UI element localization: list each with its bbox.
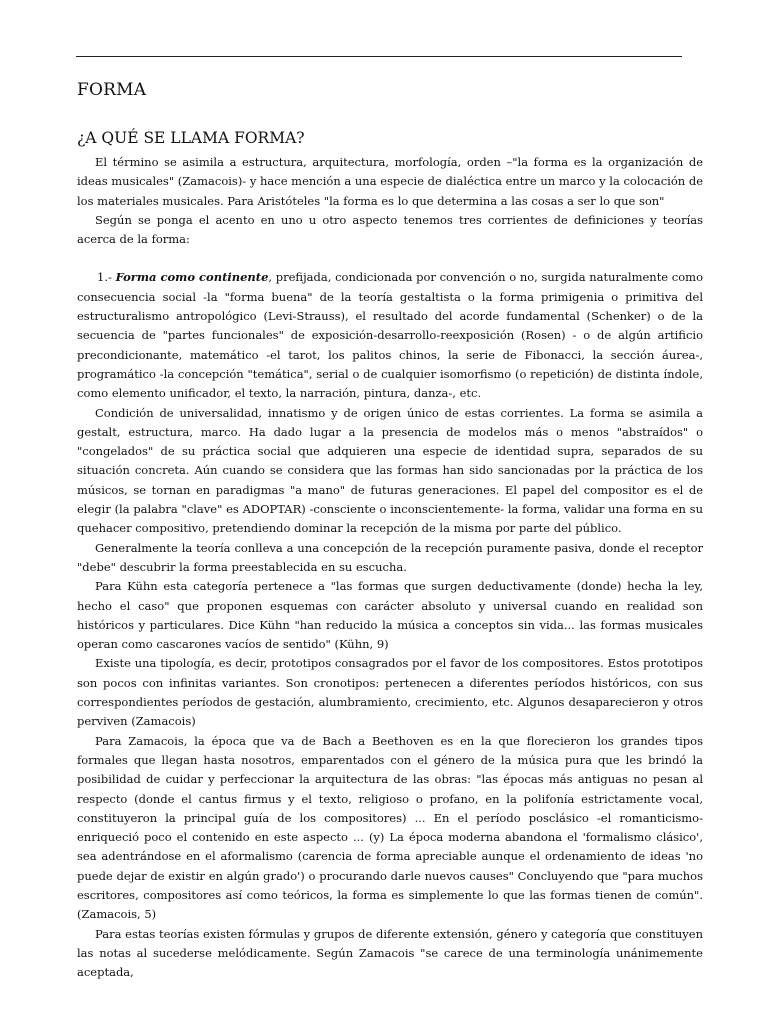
list-item-forma-continente bbox=[77, 268, 703, 403]
page-title: FORMA bbox=[77, 80, 147, 100]
paragraph-currents: Según se ponga el acento en uno u otro aspecto tenemos tres corrientes de definiciones y teorías acerca de la forma: bbox=[77, 212, 703, 247]
paragraph-tipologia: Existe una tipología, es decir, prototipos consagrados por el favor de los compositores. Estos prototipos son pocos con infinitas variantes. Son cronotipos: pertenecen a diferentes períodos históricos, con sus correspondientes períodos de gestación, alumbramiento, crecimiento, etc. Algunos desaparecieron y otros perviven (Zamacois) bbox=[77, 656, 703, 729]
body-text bbox=[77, 153, 703, 982]
item-term: Forma como continente bbox=[115, 270, 269, 285]
item-number: 1.- bbox=[97, 270, 112, 285]
paragraph-formulas: Para estas teorías existen fórmulas y grupos de diferente extensión, género y categoría que constituyen las notas al sucederse melódicamente. Según Zamacois "se carece de una terminología unánimemente aceptada, bbox=[77, 926, 703, 980]
top-rule bbox=[76, 56, 682, 57]
paragraph-kuhn: Para Kühn esta categoría pertenece a "las formas que surgen deductivamente (donde) hecha la ley, hecho el caso" que proponen esquemas con carácter absoluto y universal cuando en realidad son históricos y particulares. Dice Kühn "han reducido la música a conceptos sin vida... las formas musicales operan como cascarones vacíos de sentido" (Kühn, 9) bbox=[77, 579, 703, 652]
paragraph-universalidad: Condición de universalidad, innatismo y de origen único de estas corrientes. La forma se asimila a gestalt, estructura, marco. Ha dado lugar a la presencia de modelos más o menos "abstraídos" o "congelados" de su práctica social que adquieren una especie de identidad supra, separados de su situación concreta. Aún cuando se considera que las formas han sido sancionadas por la práctica de los músicos, se tornan en paradigmas "a mano" de futuras generaciones. El papel del compositor es el de elegir (la palabra "clave" es ADOPTAR) -consciente o inconscientemente- la forma, validar una forma en su quehacer compositivo, pretendiendo dominar la recepción de la misma por parte del público. bbox=[77, 405, 703, 536]
section-heading: ¿A QUÉ SE LLAMA FORMA? bbox=[77, 129, 305, 147]
paragraph-recepcion: Generalmente la teoría conlleva a una concepción de la recepción puramente pasiva, donde el receptor "debe" descubrir la forma preestablecida en su escucha. bbox=[77, 540, 703, 574]
paragraph-definition: El término se asimila a estructura, arquitectura, morfología, orden –"la forma es la organización de ideas musicales" (Zamacois)- y hace mención a una especie de dialéctica entre un marco y la colocación de los materiales musicales. Para Aristóteles "la forma es lo que determina a las cosas a ser lo que son" bbox=[77, 155, 703, 208]
item-text: , prefijada, condicionada por convención o no, surgida naturalmente como consecuencia social -la "forma buena" de la teoría gestaltista o la forma primigenia o primitiva del estructuralismo antropológico (Levi-Strauss), el resultado del acorde fundamental (Schenker) o de la secuencia de "partes funcionales" de exposición-desarrollo-reexposición (Rosen) - o de algún artificio precondicionante, matemático -el tarot, los palitos chinos, la serie de Fibonacci, la sección áurea-, programático -la concepción "temática", serial o de cualquier isomorfismo (o repetición) de distinta índole, como elemento unificador, el texto, la narración, pintura, danza-, etc. bbox=[77, 270, 703, 401]
paragraph-zamacois: Para Zamacois, la época que va de Bach a Beethoven es en la que florecieron los grandes tipos formales que llegan hasta nosotros, emparentados con el género de la música pura que les brindó la posibilidad de cuidar y perfeccionar la arquitectura de las obras: "las épocas más antiguas no pesan al respecto (donde el cantus firmus y el texto, religioso o profano, en la polifonía estrictamente vocal, constituyeron la principal guía de los compositores) ... En el período posclásico -el romanticismo- enriqueció poco el contenido en este aspecto ... (y) La época moderna abandona el 'formalismo clásico', sea adentrándose en el aformalismo (carencia de forma apreciable aunque el ordenamiento de ideas 'no puede dejar de existir en algún grado') o procurando darle nuevos causes" Concluyendo que "para muchos escritores, compositores así como teóricos, la forma es simplemente lo que las formas tienen de común". (Zamacois, 5) bbox=[77, 733, 703, 922]
